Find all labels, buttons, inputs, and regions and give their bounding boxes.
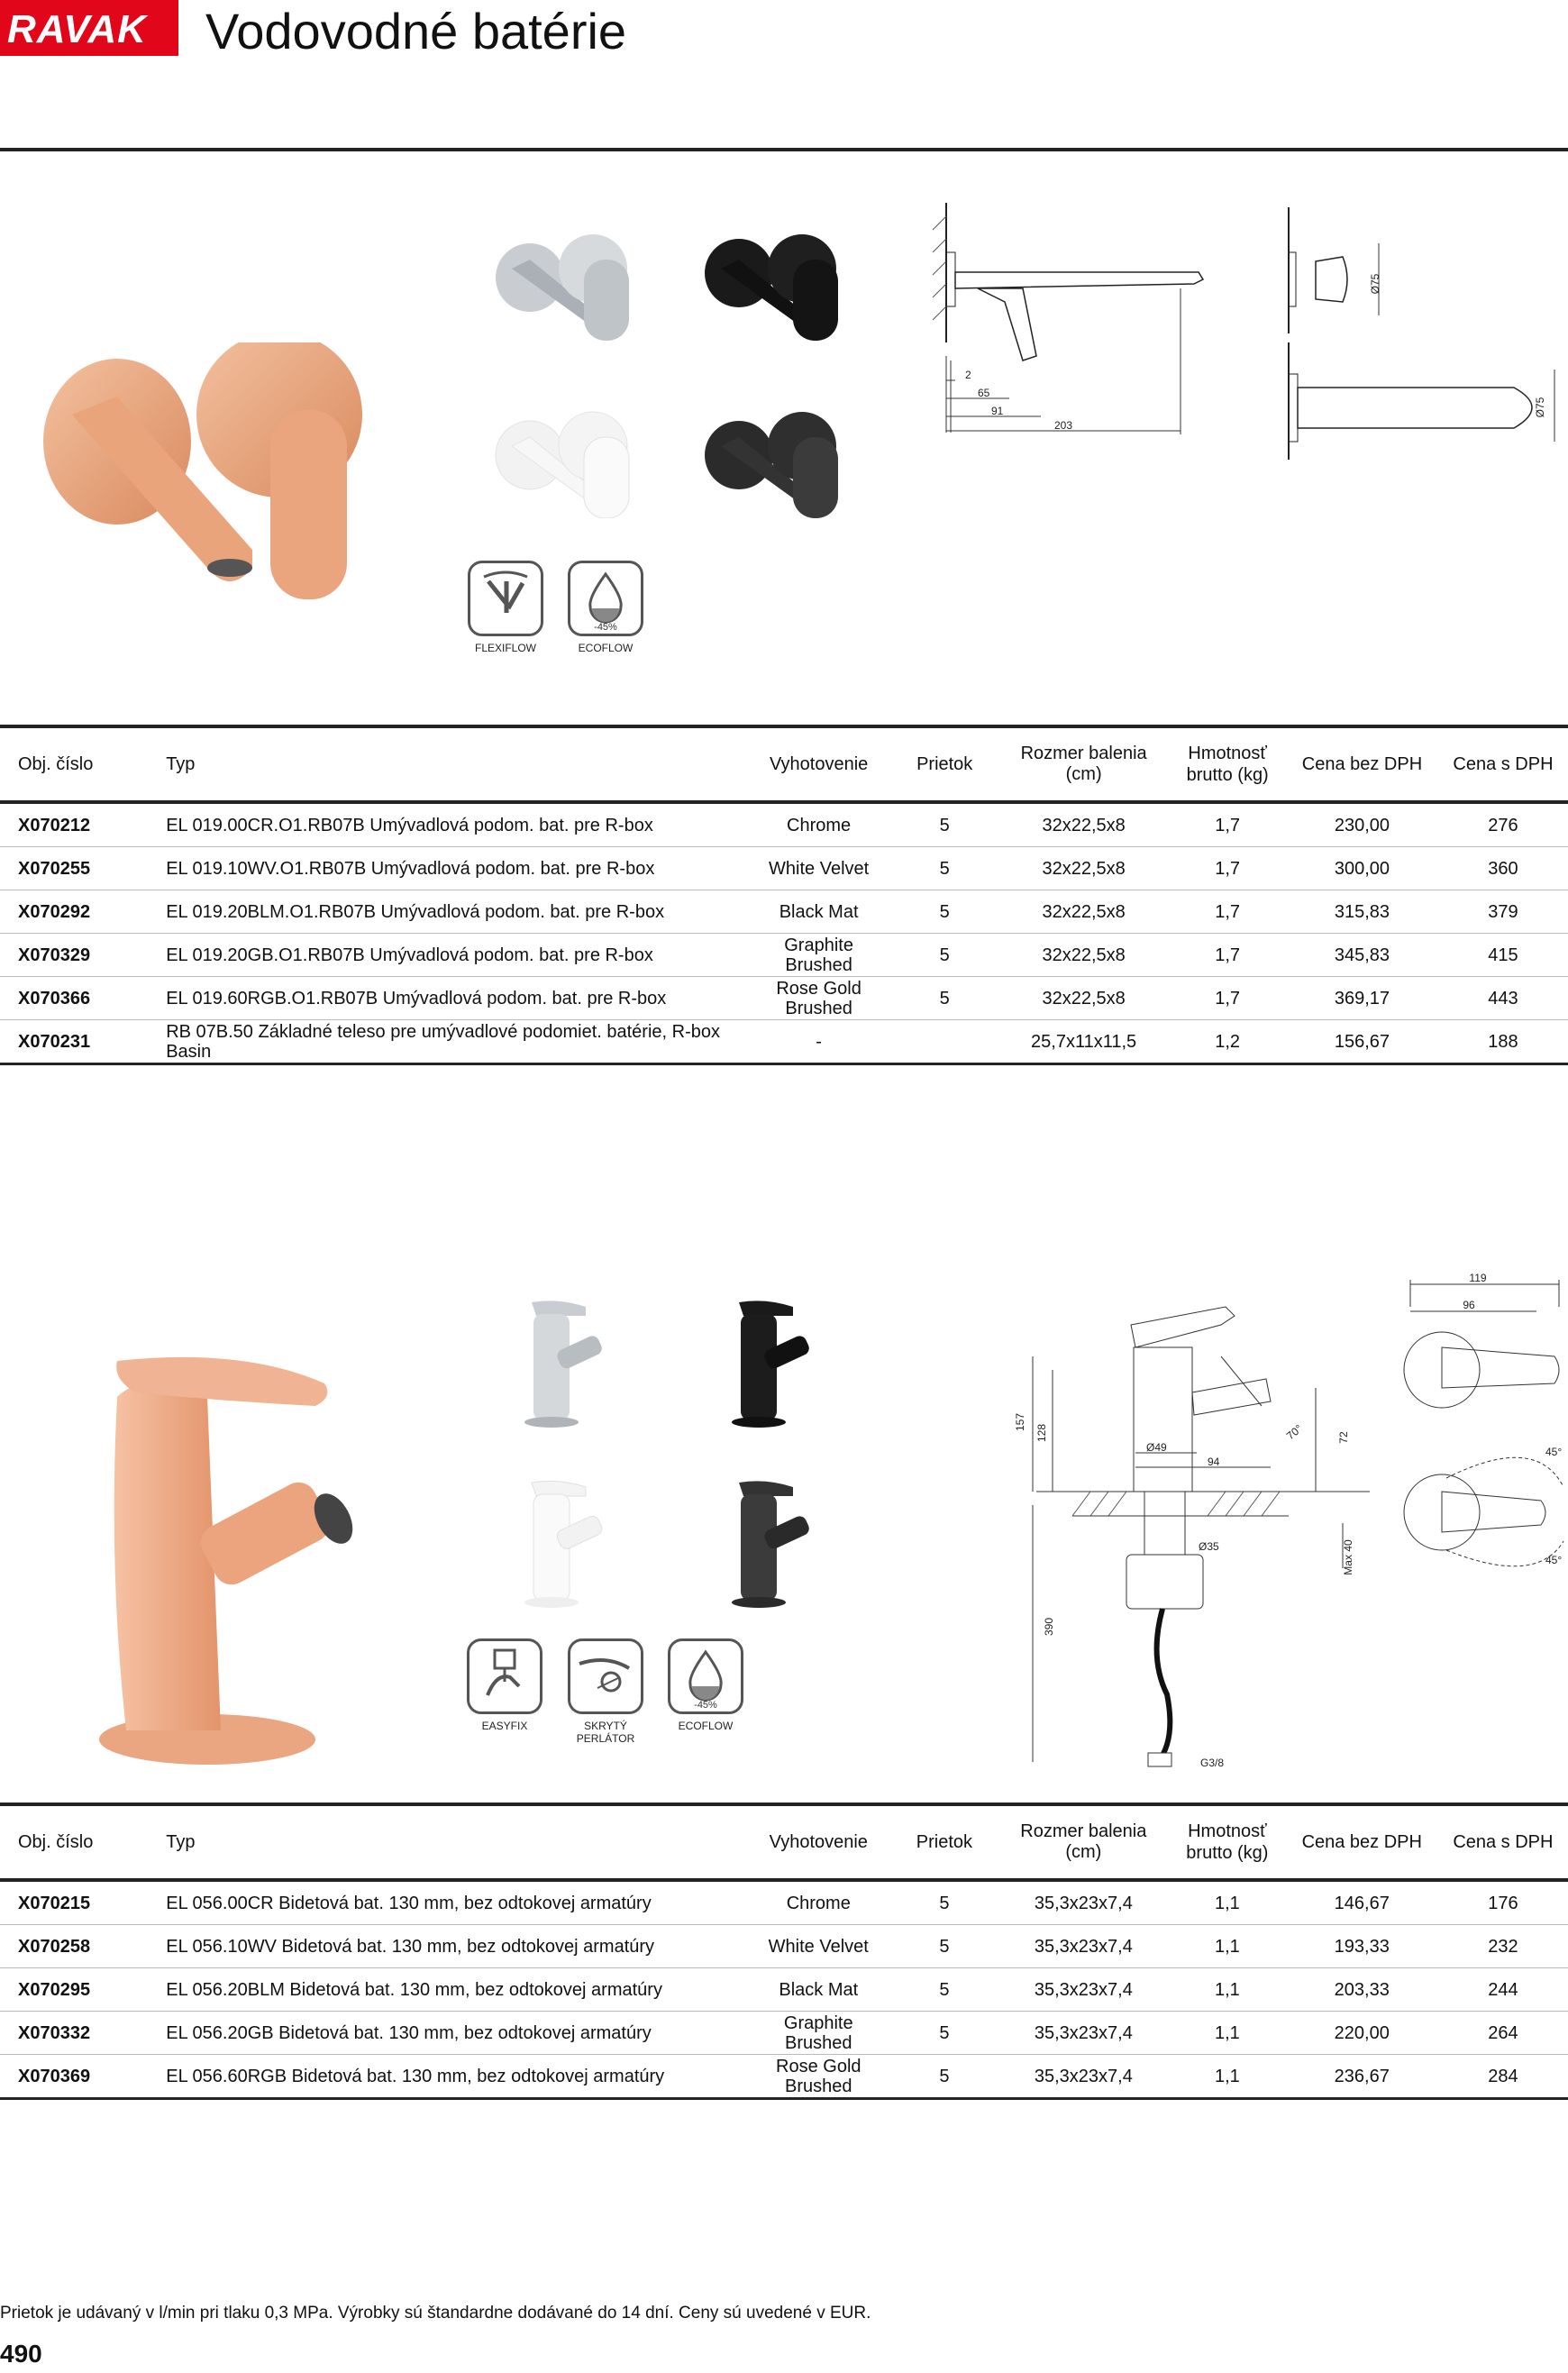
main-product-image-rose-gold-wall-faucet (36, 342, 387, 604)
table-row: X070329 EL 019.20GB.O1.RB07B Umývadlová podom. bat. pre R-box Graphite Brushed 5 32x22,5x8 1,7 345,83 415 (0, 934, 1568, 977)
variant-image-graphite-brushed-bidet (730, 1478, 829, 1609)
feature-ecoflow: -45% ECOFLOW (565, 561, 646, 654)
technical-drawing-bidet-front (991, 1271, 1379, 1775)
svg-text:Max 40: Max 40 (1342, 1539, 1354, 1575)
svg-text:45°: 45° (1545, 1446, 1563, 1458)
variant-image-white-velvet-bidet (523, 1478, 622, 1609)
variant-image-black-mat-bidet (730, 1298, 829, 1428)
svg-text:157: 157 (1014, 1412, 1026, 1432)
table-row: X070332 EL 056.20GB Bidetová bat. 130 mm, bez odtokovej armatúry Graphite Brushed 5 35,3x23x7,4 1,1 220,00 264 (0, 2012, 1568, 2055)
svg-text:Ø75: Ø75 (1369, 273, 1381, 295)
svg-text:119: 119 (1469, 1272, 1487, 1284)
table-row: X070366 EL 019.60RGB.O1.RB07B Umývadlová podom. bat. pre R-box Rose Gold Brushed 5 32x22,5x8 1,7 369,17 443 (0, 977, 1568, 1020)
variant-image-chrome (494, 233, 638, 341)
svg-text:Ø35: Ø35 (1199, 1540, 1219, 1553)
main-product-image-rose-gold-bidet-faucet (63, 1343, 369, 1766)
svg-text:-45%: -45% (594, 622, 617, 633)
spec-table-bidet-faucet (0, 1803, 1568, 2100)
spec-table-wall-faucet (0, 725, 1568, 1065)
table-row: X070369 EL 056.60RGB Bidetová bat. 130 mm, bez odtokovej armatúry Rose Gold Brushed 5 35,3x23x7,4 1,1 236,67 284 (0, 2055, 1568, 2099)
svg-text:96: 96 (1463, 1299, 1475, 1311)
svg-text:G3/8: G3/8 (1200, 1757, 1225, 1769)
svg-text:91: 91 (991, 405, 1004, 417)
svg-text:94: 94 (1208, 1456, 1220, 1468)
table-row: X070231 RB 07B.50 Základné teleso pre umývadlové podomiet. batérie, R-box Basin - 25,7x11x11,5 1,2 156,67 188 (0, 1020, 1568, 1064)
ecoflow-icon (668, 1638, 743, 1714)
technical-drawing-front (906, 198, 1212, 442)
header-divider (0, 148, 1568, 151)
technical-drawing-bidet-top (1392, 1271, 1568, 1595)
table-header-row: Obj. číslo Typ Vyhotovenie Prietok Rozmer balenia (cm) Hmotnosť brutto (kg) Cena bez DPH Cena s DPH (0, 726, 1568, 802)
svg-text:72: 72 (1337, 1431, 1350, 1444)
svg-text:2: 2 (965, 369, 971, 381)
feature-ecoflow-bidet: -45% ECOFLOW (665, 1638, 746, 1732)
table-row: X070295 EL 056.20BLM Bidetová bat. 130 mm, bez odtokovej armatúry Black Mat 5 35,3x23x7,4 1,1 203,33 244 (0, 1968, 1568, 2012)
svg-text:45°: 45° (1545, 1554, 1563, 1566)
table-row: X070292 EL 019.20BLM.O1.RB07B Umývadlová podom. bat. pre R-box Black Mat 5 32x22,5x8 1,7 315,83 379 (0, 890, 1568, 934)
table-row: X070258 EL 056.10WV Bidetová bat. 130 mm, bez odtokovej armatúry White Velvet 5 35,3x23x7,4 1,1 193,33 232 (0, 1925, 1568, 1968)
flexiflow-icon (468, 561, 543, 636)
svg-text:Ø49: Ø49 (1146, 1441, 1167, 1454)
svg-text:128: 128 (1035, 1423, 1048, 1443)
hidden-aerator-icon (568, 1638, 643, 1714)
svg-text:203: 203 (1054, 419, 1073, 432)
svg-text:-45%: -45% (694, 1700, 717, 1711)
feature-hidden-aerator: SKRYTÝ PERLÁTOR (565, 1638, 646, 1745)
svg-text:65: 65 (978, 387, 990, 399)
feature-easyfix: EASYFIX (464, 1638, 545, 1732)
page-number: 490 (0, 2340, 42, 2368)
ravak-logo: RAVAK (0, 0, 178, 56)
table-header-row: Obj. číslo Typ Vyhotovenie Prietok Rozmer balenia (cm) Hmotnosť brutto (kg) Cena bez DPH Cena s DPH (0, 1804, 1568, 1880)
svg-text:70°: 70° (1283, 1421, 1305, 1443)
table-row: X070215 EL 056.00CR Bidetová bat. 130 mm, bez odtokovej armatúry Chrome 5 35,3x23x7,4 1,1 146,67 176 (0, 1880, 1568, 1925)
variant-image-graphite-brushed (703, 410, 847, 518)
variant-image-black-mat (703, 233, 847, 341)
page-title: Vodovodné batérie (205, 3, 627, 59)
variant-image-white-velvet (494, 410, 638, 518)
ecoflow-icon (568, 561, 643, 636)
variant-image-chrome-bidet (523, 1298, 622, 1428)
footnote: Prietok je udávaný v l/min pri tlaku 0,3 MPa. Výrobky sú štandardne dodávané do 14 dní. Ceny sú uvedené v EUR. (0, 2304, 871, 2323)
svg-text:390: 390 (1043, 1617, 1055, 1637)
table-row: X070212 EL 019.00CR.O1.RB07B Umývadlová podom. bat. pre R-box Chrome 5 32x22,5x8 1,7 230,00 276 (0, 802, 1568, 847)
svg-text:Ø75: Ø75 (1534, 397, 1546, 418)
technical-drawing-side (1244, 198, 1559, 469)
page-header (0, 0, 1568, 153)
easyfix-icon (467, 1638, 542, 1714)
feature-flexiflow: FLEXIFLOW (465, 561, 546, 654)
table-row: X070255 EL 019.10WV.O1.RB07B Umývadlová podom. bat. pre R-box White Velvet 5 32x22,5x8 1,7 300,00 360 (0, 847, 1568, 890)
